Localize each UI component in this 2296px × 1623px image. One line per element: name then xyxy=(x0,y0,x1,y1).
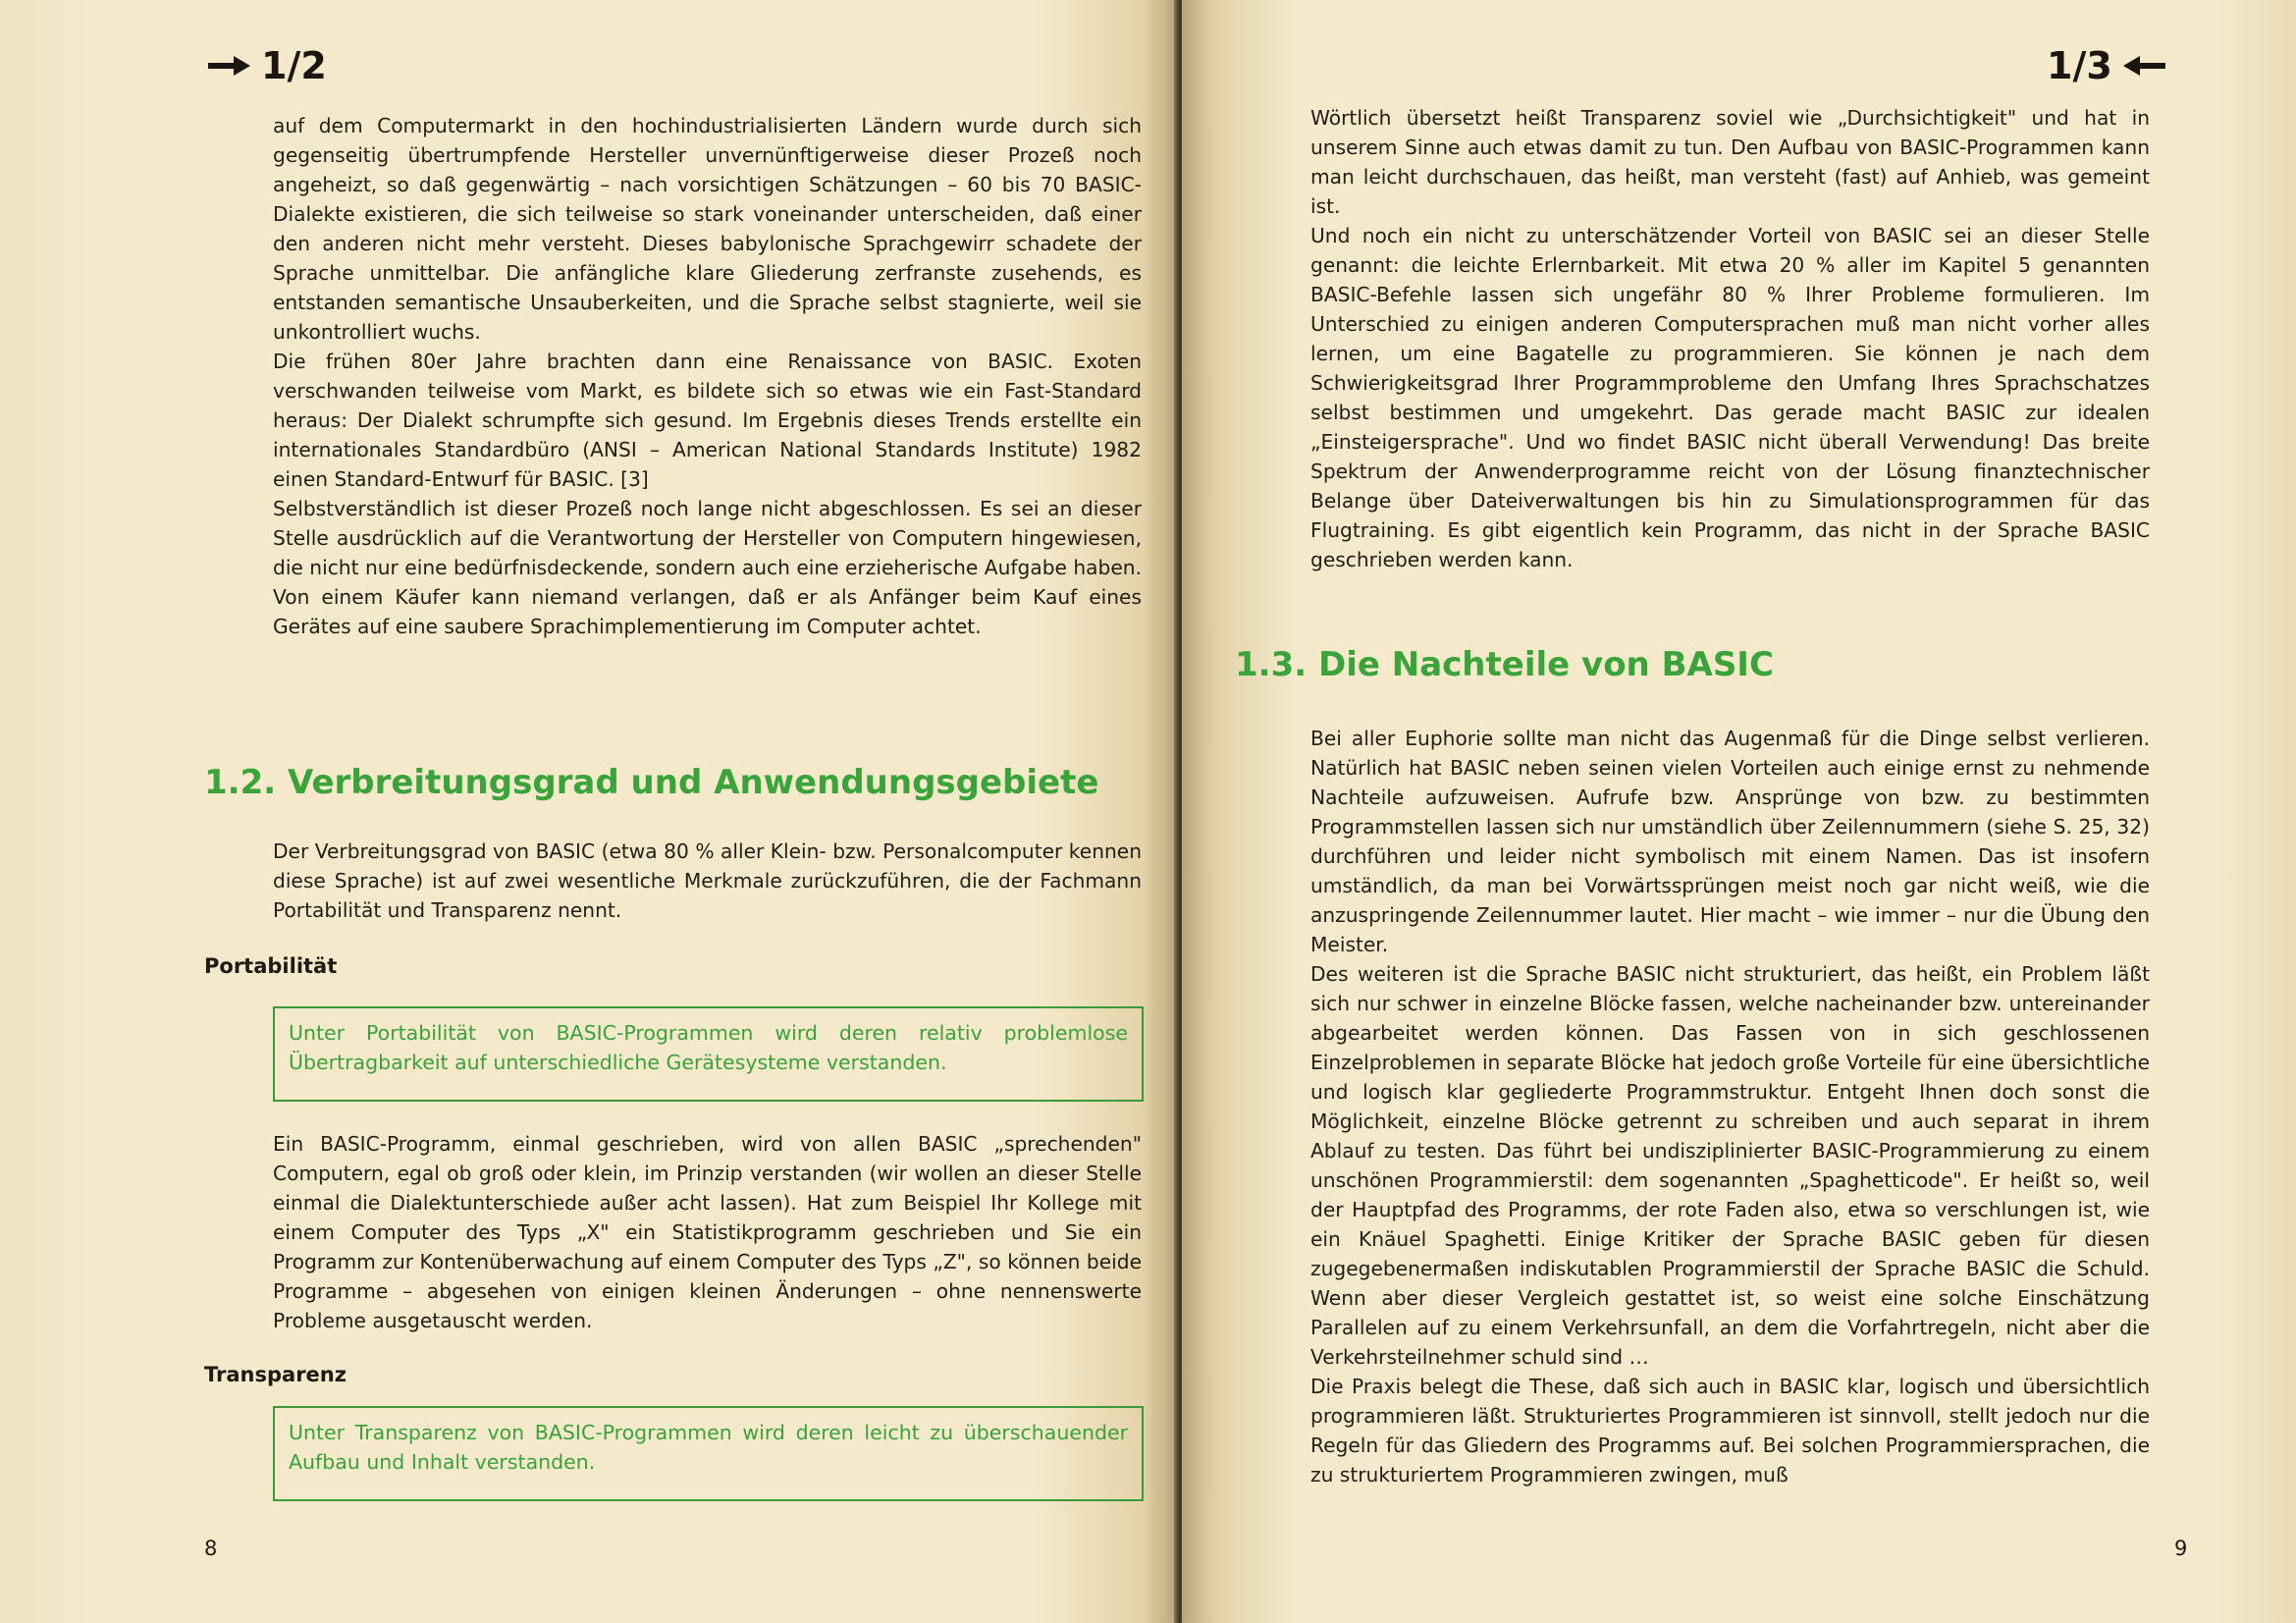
paragraph: Die Praxis belegt die These, daß sich auch in BASIC klar, logisch und übersichtlich programmieren läßt. Strukturiertes Programmieren ist sinnvoll, stellt jedoch nur die Regeln für das Gliedern des Programms auf. Bei solchen Programmiersprachen, die zu strukturiertem Programmieren zwingen, muß xyxy=(1310,1375,2150,1487)
definition-box-portability: Unter Portabilität von BASIC-Programmen wird deren relativ problemlose Übertragbarkeit auf unterschiedliche Gerätesysteme verstanden. xyxy=(273,1006,1144,1102)
definition-box-transparency: Unter Transparenz von BASIC-Programmen wird deren leicht zu überschauender Aufbau und Inhalt verstanden. xyxy=(273,1406,1144,1501)
subhead-portability: Portabilität xyxy=(204,954,338,978)
paragraph: Des weiteren ist die Sprache BASIC nicht strukturiert, das heißt, ein Problem läßt sich nur schwer in einzelne Blöcke fassen, welche nacheinander bzw. untereinander abgearbeitet werden können. Das Fassen von in sich geschlossenen Einzelproblemen in separate Blöcke hat jedoch große Vorteile für eine übersichtliche und logisch klar gegliederte Programmstruktur. Entgeht Ihnen doch sonst die Möglichkeit, einzelne Blöcke getrennt zu schreiben und auch separat in ihrem Ablauf zu testen. Das führt bei undisziplinierter BASIC-Programmierung zu einem unschönen Programmierstil: dem sogenannten „Spaghetticode". Er heißt so, weil der Hauptpfad des Programms, der rote Faden also, etwa so verschlungen ist, wie ein Knäuel Spaghetti. Einige Kritiker der Sprache BASIC geben für diesen zugegebenermaßen indiskutablen Programmierstil der Sprache BASIC die Schuld. Wenn aber dieser Vergleich gestattet ist, so weist eine solche Einschätzung Parallelen auf zu einem Verkehrsunfall, an dem die Vorfahrtregeln, nicht aber die Verkehrsteilnehmer schuld sind … xyxy=(1310,962,2150,1369)
page-number-right: 9 xyxy=(2174,1537,2188,1560)
paragraph: Und noch ein nicht zu unterschätzender Vorteil von BASIC sei an dieser Stelle genannt: die leichte Erlernbarkeit. Mit etwa 20 % aller im Kapitel 5 genannten BASIC-Befehle lassen sich ungefähr 80 % Ihrer Probleme formulieren. Im Unterschied zu einigen anderen Computersprachen muß man nicht vorher alles lernen, um eine Bagatelle zu programmieren. Sie können je nach dem Schwierigkeitsgrad Ihrer Programmprobleme den Umfang Ihres Sprachschatzes selbst bestimmen und umgekehrt. Das gerade macht BASIC zur idealen „Einsteigersprache". Und wo findet BASIC nicht überall Verwendung! Das breite Spektrum der Anwenderprogramme reicht von der Lösung finanztechnischer Belange über Dateiverwaltungen bis hin zu Simulationsprogrammen für das Flugtraining. Es gibt eigentlich kein Programm, das nicht in der Sprache BASIC geschrieben werden kann. xyxy=(1310,224,2150,571)
paragraph: auf dem Computermarkt in den hochindustrialisierten Ländern wurde durch sich gegenseitig übertrumpfende Hersteller unvernünftigerweise dieser Prozeß noch angeheizt, so daß gegenwärtig – nach vorsichtigen Schätzungen – 60 bis 70 BASIC-Dialekte existieren, die sich teilweise so stark voneinander unterscheiden, daß einer den anderen nicht mehr versteht. Dieses babylonische Sprachgewirr schadete der Sprache unmittelbar. Die anfängliche klare Gliederung zerfranste zusehends, es entstanden semantische Unsauberkeiten, und die Sprache selbst stagnierte, weil sie unkontrolliert wuchs. xyxy=(273,114,1142,344)
left-body-text xyxy=(273,111,1142,641)
intro-paragraph: Der Verbreitungsgrad von BASIC (etwa 80 % aller Klein- bzw. Personalcomputer kennen diese Sprache) ist auf zwei wesentliche Merkmale zurückzuführen, die der Fachmann Portabilität und Transparenz nennt. xyxy=(273,839,1142,922)
arrow-left-icon xyxy=(2122,55,2165,77)
subhead-transparency: Transparenz xyxy=(204,1363,347,1386)
right-body-text xyxy=(1310,103,2150,574)
section-heading-1-2: 1.2. Verbreitungsgrad und Anwendungsgebiete xyxy=(204,763,1099,802)
left-marker-text: 1/2 xyxy=(261,44,327,87)
paragraph: Die frühen 80er Jahre brachten dann eine Renaissance von BASIC. Exoten verschwanden teilweise vom Markt, es bildete sich so etwas wie ein Fast-Standard heraus: Der Dialekt schrumpfte sich gesund. Im Ergebnis dieses Trends erstellte ein internationales Standardbüro (ANSI – American National Standards Institute) 1982 einen Standard-Entwurf für BASIC. [3] xyxy=(273,350,1142,491)
page-number-left: 8 xyxy=(204,1537,218,1560)
arrow-right-icon xyxy=(208,55,251,77)
right-body-text-2 xyxy=(1310,724,2150,1489)
right-page-marker xyxy=(2047,44,2165,87)
right-marker-text: 1/3 xyxy=(2047,44,2112,87)
paragraph: Selbstverständlich ist dieser Prozeß noch lange nicht abgeschlossen. Es sei an dieser Stelle ausdrücklich auf die Verantwortung der Hersteller von Computern hingewiesen, die nicht nur eine bedürfnisdeckende, sondern auch eine erzieherische Aufgabe haben. Von einem Käufer kann niemand verlangen, daß er als Anfänger beim Kauf eines Gerätes auf eine saubere Sprachimplementierung im Computer achtet. xyxy=(273,497,1142,638)
portability-paragraph: Ein BASIC-Programm, einmal geschrieben, wird von allen BASIC „sprechenden" Computern, egal ob groß oder klein, im Prinzip verstanden (wir wollen an dieser Stelle einmal die Dialektunterschiede außer acht lassen). Hat zum Beispiel Ihr Kollege mit einem Computer des Typs „X" ein Statistikprogramm geschrieben und Sie ein Programm zur Kontenüberwachung auf einem Computer des Typs „Z", so können beide Programme – abgesehen von einigen kleinen Änderungen – ohne nennenswerte Probleme ausgetauscht werden. xyxy=(273,1132,1142,1332)
left-page-marker xyxy=(208,44,327,87)
paragraph: Wörtlich übersetzt heißt Transparenz soviel wie „Durchsichtigkeit" und hat in unserem Sinne auch etwas damit zu tun. Den Aufbau von BASIC-Programmen kann man leicht durchschauen, das heißt, man versteht (fast) auf Anhieb, was gemeint ist. xyxy=(1310,106,2150,218)
paragraph: Bei aller Euphorie sollte man nicht das Augenmaß für die Dinge selbst verlieren. Natürlich hat BASIC neben seinen vielen Vorteilen auch einige ernst zu nehmende Nachteile aufzuweisen. Aufrufe bzw. Ansprünge von bzw. zu bestimmten Programmstellen lassen sich nur umständlich über Zeilennummern (siehe S. 25, 32) durchführen und leider nicht symbolisch mit einem Namen. Das ist insofern umständlich, da man bei Vorwärtssprüngen meist noch gar nicht weiß, wie die anzuspringende Zeilennummer lautet. Hier macht – wie immer – nur die Übung den Meister. xyxy=(1310,727,2150,956)
section-heading-1-3: 1.3. Die Nachteile von BASIC xyxy=(1235,645,1774,684)
